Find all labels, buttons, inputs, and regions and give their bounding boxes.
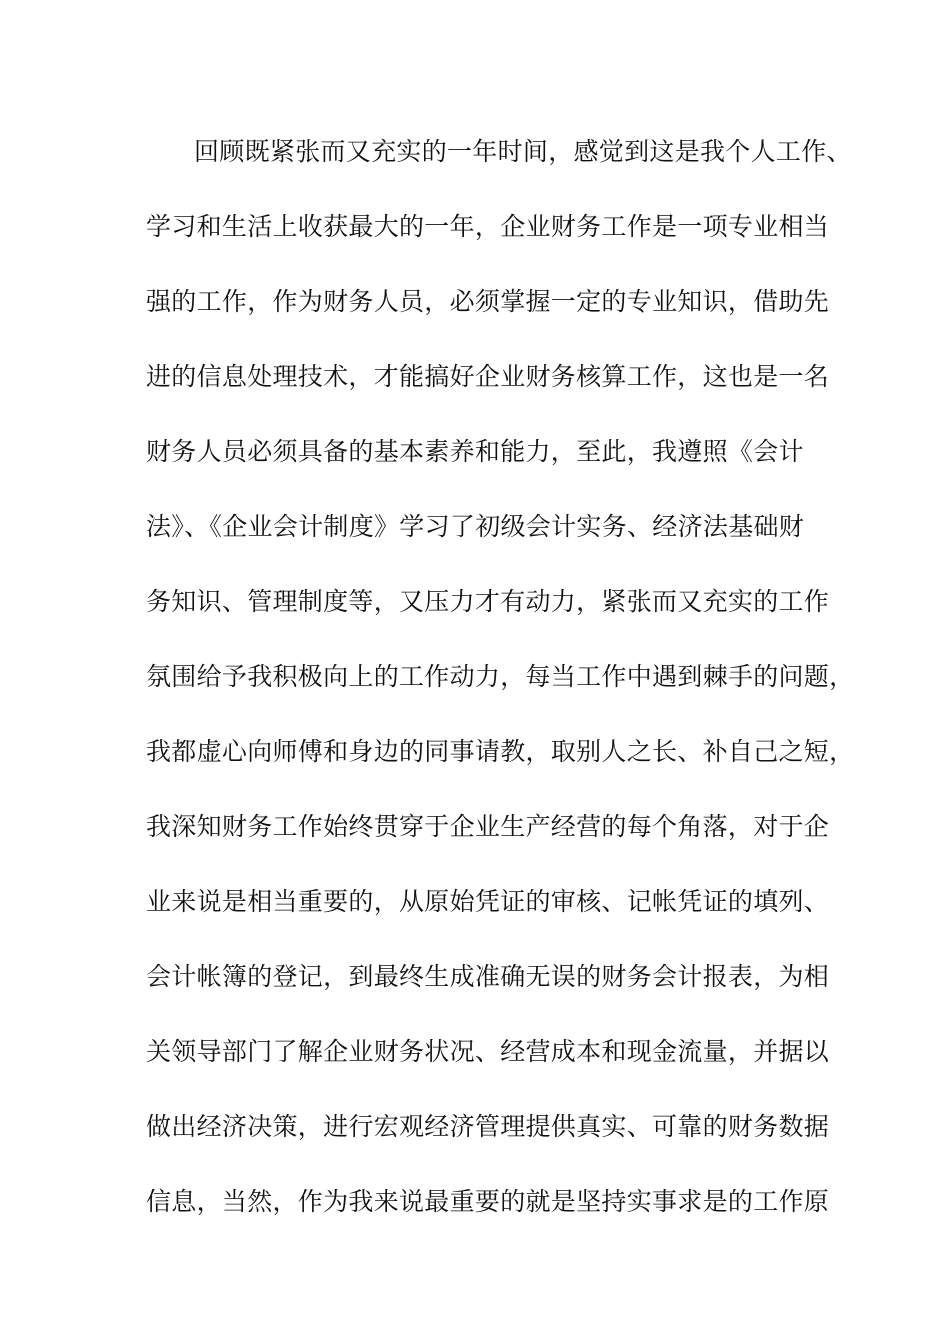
paragraph-line: 学习和生活上收获最大的一年，企业财务工作是一项专业相当 [146, 212, 830, 241]
paragraph-line: 进的信息处理技术，才能搞好企业财务核算工作，这也是一名 [146, 362, 830, 391]
paragraph-line: 法》、《企业会计制度》学习了初级会计实务、经济法基础财 [146, 512, 805, 541]
paragraph-line: 我都虚心向师傅和身边的同事请教，取别人之长、补自己之短， [146, 737, 855, 766]
paragraph-line: 我深知财务工作始终贯穿于企业生产经营的每个角落，对于企 [146, 812, 830, 841]
paragraph-line: 会计帐簿的登记，到最终生成准确无误的财务会计报表，为相 [146, 962, 830, 991]
paragraph-line: 氛围给予我积极向上的工作动力，每当工作中遇到棘手的问题， [146, 662, 855, 691]
paragraph-line: 强的工作，作为财务人员，必须掌握一定的专业知识，借助先 [146, 287, 830, 316]
paragraph-line: 回顾既紧张而又充实的一年时间，感觉到这是我个人工作、 [194, 137, 852, 166]
paragraph-line: 务知识、管理制度等，又压力才有动力，紧张而又充实的工作 [146, 587, 830, 616]
paragraph-line: 财务人员必须具备的基本素养和能力，至此，我遵照《会计 [146, 437, 804, 466]
paragraph-line: 信息，当然，作为我来说最重要的就是坚持实事求是的工作原 [146, 1187, 830, 1216]
paragraph-line: 业来说是相当重要的，从原始凭证的审核、记帐凭证的填列、 [146, 887, 830, 916]
paragraph-line: 关领导部门了解企业财务状况、经营成本和现金流量，并据以 [146, 1037, 830, 1066]
paragraph-line: 做出经济决策，进行宏观经济管理提供真实、可靠的财务数据 [146, 1112, 830, 1141]
